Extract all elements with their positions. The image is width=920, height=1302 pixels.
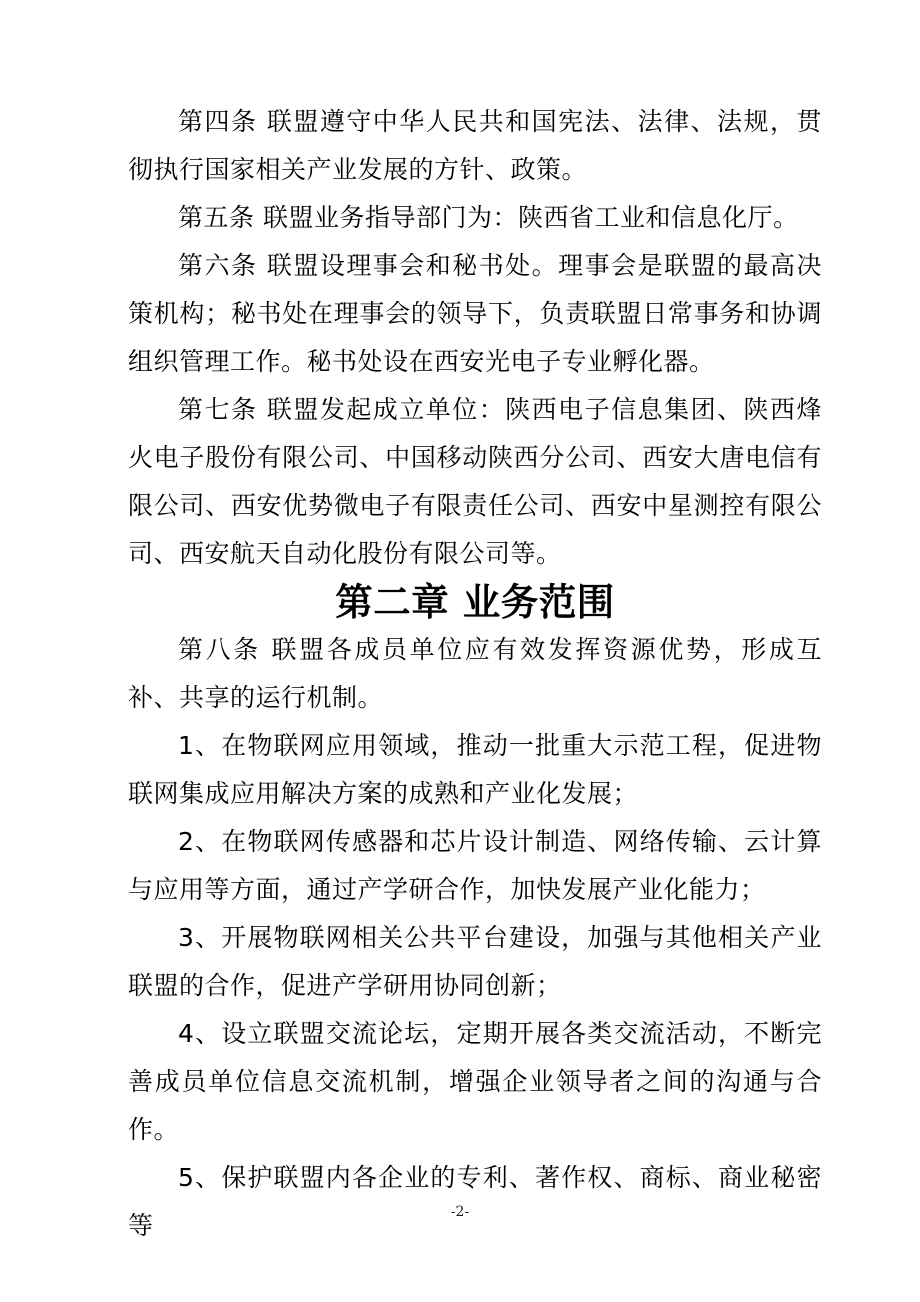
article-4-paragraph: 第四条 联盟遵守中华人民共和国宪法、法律、法规，贯彻执行国家相关产业发展的方针、政策。: [128, 107, 822, 184]
list-item-5: 5、保护联盟内各企业的专利、著作权、商标、商业秘密等: [128, 1163, 822, 1240]
page-number: -2-: [450, 1204, 470, 1220]
list-item-4: 4、设立联盟交流论坛，定期开展各类交流活动，不断完善成员单位信息交流机制，增强企业领导者之间的沟通与合作。: [128, 1019, 822, 1144]
chapter-title: 第二章 业务范围: [335, 580, 615, 624]
list-item-2: 2、在物联网传感器和芯片设计制造、网络传输、云计算与应用等方面，通过产学研合作，加快发展产业化能力；: [128, 827, 822, 904]
article-8-paragraph: 第八条 联盟各成员单位应有效发挥资源优势，形成互补、共享的运行机制。: [128, 635, 822, 712]
article-7-paragraph: 第七条 联盟发起成立单位：陕西电子信息集团、陕西烽火电子股份有限公司、中国移动陕西分公司、西安大唐电信有限公司、西安优势微电子有限责任公司、西安中星测控有限公司、西安航天自动化股份有限公司等。: [128, 395, 822, 568]
list-item-3: 3、开展物联网相关公共平台建设，加强与其他相关产业联盟的合作，促进产学研用协同创新；: [128, 923, 822, 1000]
article-6-paragraph: 第六条 联盟设理事会和秘书处。理事会是联盟的最高决策机构；秘书处在理事会的领导下，负责联盟日常事务和协调组织管理工作。秘书处设在西安光电子专业孵化器。: [128, 251, 822, 376]
list-item-1: 1、在物联网应用领域，推动一批重大示范工程，促进物联网集成应用解决方案的成熟和产业化发展；: [128, 731, 822, 808]
article-5-paragraph: 第五条 联盟业务指导部门为：陕西省工业和信息化厅。: [178, 203, 799, 232]
